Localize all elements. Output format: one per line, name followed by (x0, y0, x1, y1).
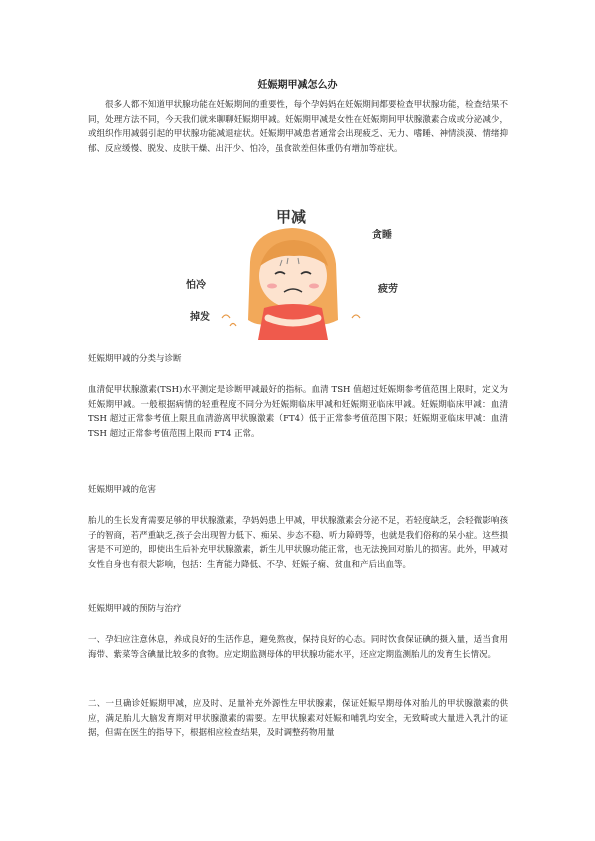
section-body-harm: 胎儿的生长发育需要足够的甲状腺激素，孕妈妈患上甲减，甲状腺激素会分泌不足，若轻度缺乏，会轻微影响孩子的智商，若严重缺乏,孩子会出现智力低下、痴呆、步态不稳、听力障碍等，也就是我们俗称的呆小症。这些损害是不可逆的，即使出生后补充甲状腺激素，新生儿甲状腺功能正常，也无法挽回对胎儿的损害。此外，甲减对女性自身也有很大影响，包括：生育能力降低、不孕、妊娠子痫、贫血和产后出血等。 (88, 516, 508, 570)
hypothyroidism-illustration (172, 200, 422, 340)
label-cold: 怕冷 (186, 280, 206, 291)
intro-paragraph: 很多人都不知道甲状腺功能在妊娠期间的重要性，每个孕妈妈在妊娠期间都要检查甲状腺功能，检查结果不同，处理方法不同，今天我们就来聊聊妊娠期甲减。妊娠期甲减是女性在妊娠期间甲状腺激素合成或分泌减少，或组织作用减弱引起的甲状腺功能减退症状。妊娠期甲减患者通常会出现疲乏、无力、嗜睡、神情淡漠、情绪抑郁、反应缓慢、脱发、皮肤干燥、出汗少、怕冷，虽食欲差但体重仍有增加等症状。 (88, 100, 508, 154)
label-sleepy: 贪睡 (372, 230, 392, 241)
section-heading-classification: 妊娠期甲减的分类与诊断 (88, 354, 182, 364)
section-heading-prevention: 妊娠期甲减的预防与治疗 (88, 604, 182, 614)
label-tired: 疲劳 (378, 284, 398, 295)
section-heading-harm: 妊娠期甲减的危害 (88, 485, 157, 495)
section-body-prevention-2: 二、一旦确诊妊娠期甲减，应及时、足量补充外源性左甲状腺素，保证妊娠早期母体对胎儿的甲状腺激素的供应，满足胎儿大脑发育期对甲状腺激素的需要。左甲状腺素对妊娠和哺乳均安全，无致畸或大量进入乳汁的证据，但需在医生的指导下，根据相应检查结果，及时调整药物用量 (88, 699, 508, 738)
illustration-title: 甲减 (276, 208, 307, 226)
section-body-classification: 血清促甲状腺激素(TSH)水平测定是诊断甲减最好的指标。血清 TSH 值超过妊娠期参考值范围上限时，定义为妊娠期甲减。一般根据病情的轻重程度不同分为妊娠期临床甲减和妊娠期亚临床甲减。妊娠期临床甲减：血清 TSH 超过正常参考值上限且血清游离甲状腺激素（FT4）低于正常参考值范围下限；妊娠期亚临床甲减：血清 TSH 超过正常参考值范围上限而 FT4 正常。 (88, 385, 508, 439)
label-hairloss: 掉发 (190, 312, 210, 323)
right-cheek (309, 284, 319, 289)
document-title: 妊娠期甲减怎么办 (257, 80, 338, 91)
left-cheek (267, 284, 277, 289)
section-body-prevention-1: 一、孕妇应注意休息，养成良好的生活作息，避免熬夜，保持良好的心态。同时饮食保证碘的摄入量，适当食用海带、紫菜等含碘量比较多的食物。应定期监测母体的甲状腺功能水平，还应定期监测胎儿的发育生长情况。 (88, 635, 508, 660)
